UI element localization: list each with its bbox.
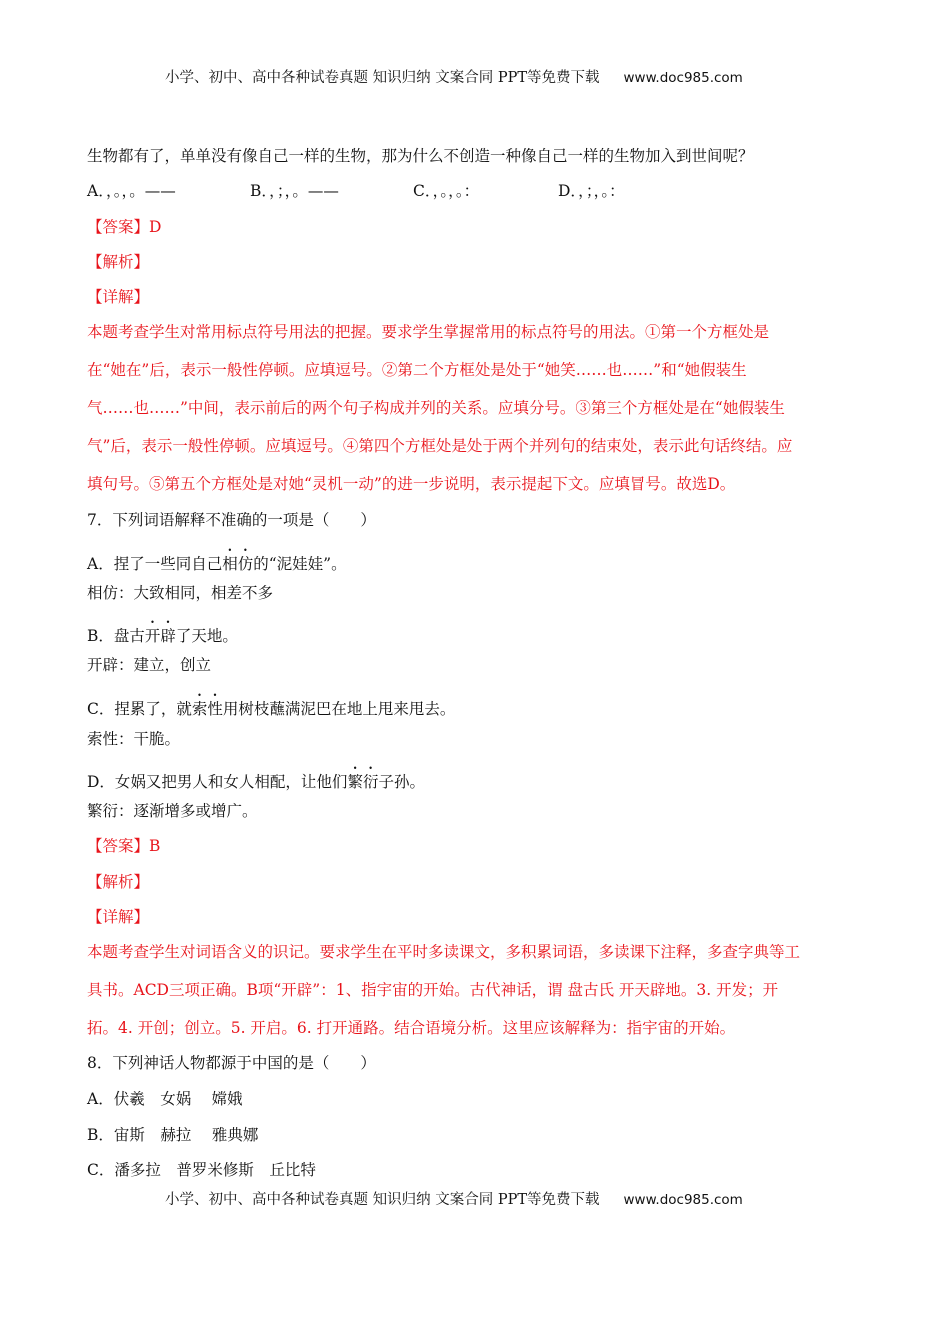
footer-url: www.doc985.com bbox=[623, 1192, 743, 1208]
q6-detail-line: 气”后，表示一般性停顿。应填逗号。④第四个方框处是处于两个并列句的结束处，表示此句话终结。应 bbox=[87, 437, 793, 455]
q6-detail-line: 在“她在”后，表示一般性停顿。应填逗号。②第二个方框处是处于“她笑……也……”和“她假装生 bbox=[87, 361, 747, 379]
q7-stem: 7．下列词语解释不准确的一项是（ ） bbox=[87, 511, 376, 529]
q6-option-a: A．，。，。—— bbox=[87, 182, 176, 200]
q7-option-c bbox=[87, 691, 455, 719]
q6-option-c: C．，。，。： bbox=[413, 182, 480, 200]
q7-gloss-d: 繁衍：逐渐增多或增广。 bbox=[87, 802, 258, 820]
q6-stem-tail: 生物都有了，单单没有像自己一样的生物，那为什么不创造一种像自己一样的生物加入到世间呢？ bbox=[87, 147, 754, 165]
page-footer bbox=[165, 1190, 743, 1210]
q8-stem: 8．下列神话人物都源于中国的是（ ） bbox=[87, 1054, 376, 1072]
q6-option-b: B．，；，。—— bbox=[250, 182, 339, 200]
page-header bbox=[165, 68, 743, 88]
emphasized-word: 相仿 bbox=[222, 555, 254, 573]
q7-gloss-b: 开辟：建立，创立 bbox=[87, 656, 212, 674]
footer-text: 小学、初中、高中各种试卷真题 知识归纳 文案合同 PPT等免费下载 bbox=[165, 1192, 600, 1208]
q7-detail-line: 拓。4. 开创；创立。5. 开启。6. 打开通路。结合语境分析。这里应该解释为：指宇宙的开始。 bbox=[87, 1019, 736, 1037]
option-text: 了天地。 bbox=[175, 627, 238, 645]
q6-detail-line: 本题考查学生对常用标点符号用法的把握。要求学生掌握常用的标点符号的用法。①第一个方框处是 bbox=[87, 323, 770, 341]
q7-answer: 【答案】B bbox=[87, 837, 161, 855]
q7-detail-line: 本题考查学生对词语含义的识记。要求学生在平时多读课文，多积累词语，多读课下注释，多查字典等工 bbox=[87, 943, 801, 961]
q6-answer: 【答案】D bbox=[87, 218, 162, 236]
option-text: C．捏累了，就 bbox=[87, 700, 192, 718]
emphasized-word: 索性 bbox=[191, 700, 223, 718]
q6-analysis-label: 【解析】 bbox=[87, 253, 150, 271]
option-text: 子孙。 bbox=[378, 773, 425, 791]
option-text: B．盘古 bbox=[87, 627, 145, 645]
emphasized-word: 繁衍 bbox=[347, 773, 379, 791]
q8-option-b: B．宙斯 赫拉 雅典娜 bbox=[87, 1126, 259, 1144]
option-text: 的“泥娃娃”。 bbox=[253, 555, 347, 573]
option-text: A．捏了一些同自己 bbox=[87, 555, 223, 573]
q7-analysis-label: 【解析】 bbox=[87, 873, 150, 891]
q7-gloss-a: 相仿：大致相同，相差不多 bbox=[87, 584, 274, 602]
header-url: www.doc985.com bbox=[623, 70, 743, 86]
q8-option-c: C．潘多拉 普罗米修斯 丘比特 bbox=[87, 1161, 316, 1179]
option-text: D．女娲又把男人和女人相配，让他们 bbox=[87, 773, 348, 791]
option-text: 用树枝蘸满泥巴在地上甩来甩去。 bbox=[222, 700, 456, 718]
q8-option-a: A．伏羲 女娲 嫦娥 bbox=[87, 1090, 243, 1108]
q7-gloss-c: 索性：干脆。 bbox=[87, 730, 181, 748]
q6-detail-line: 气……也……”中间，表示前后的两个句子构成并列的关系。应填分号。③第三个方框处是在“她假装生 bbox=[87, 399, 785, 417]
q7-option-b bbox=[87, 618, 238, 646]
q7-detail-line: 具书。ACD三项正确。B项“开辟”：1、指宇宙的开始。古代神话，谓 盘古氏 开天辟地。3. 开发；开 bbox=[87, 981, 779, 999]
q6-detail-line: 填句号。⑤第五个方框处是对她“灵机一动”的进一步说明，表示提起下文。应填冒号。故选D。 bbox=[87, 475, 736, 493]
q7-option-d bbox=[87, 764, 425, 792]
emphasized-word: 开辟 bbox=[144, 627, 176, 645]
q7-detail-label: 【详解】 bbox=[87, 908, 150, 926]
q6-option-d: D．，；，。： bbox=[558, 182, 625, 200]
q6-detail-label: 【详解】 bbox=[87, 288, 150, 306]
q7-option-a bbox=[87, 546, 347, 574]
header-text: 小学、初中、高中各种试卷真题 知识归纳 文案合同 PPT等免费下载 bbox=[165, 70, 600, 86]
q6-options bbox=[87, 181, 625, 201]
